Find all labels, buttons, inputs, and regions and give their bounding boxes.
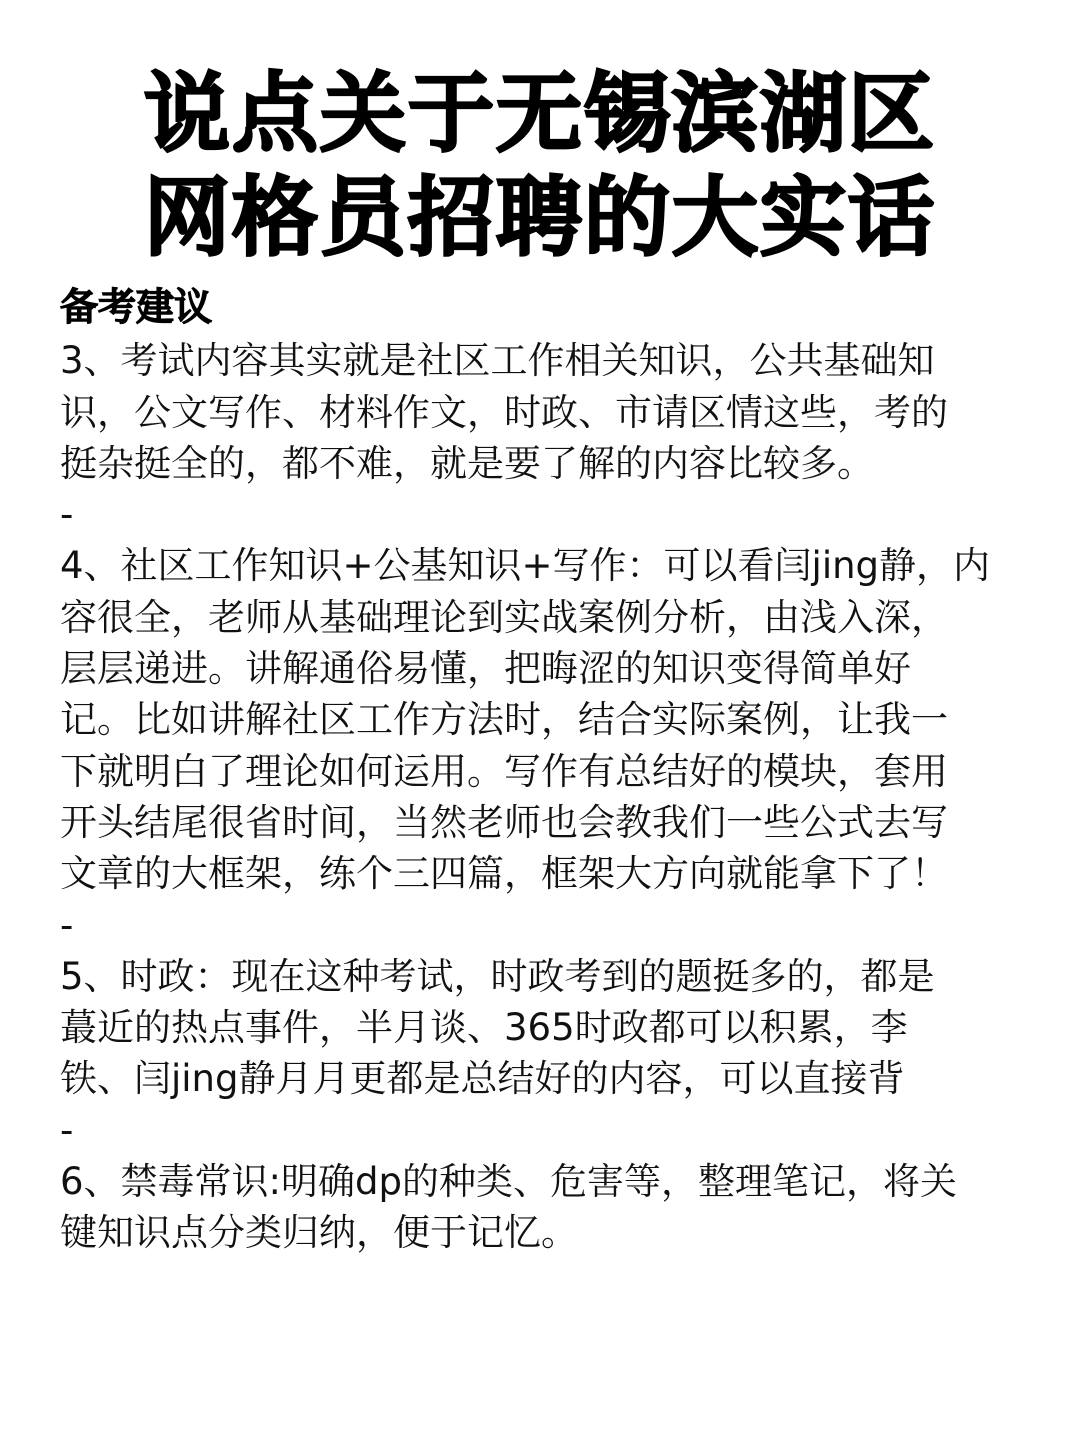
paragraph-line: 文章的大框架，练个三四篇，框架大方向就能拿下了！ [60,852,948,896]
paragraph-6 [60,1156,1025,1259]
paragraph-line: 铁、闫jing静月月更都是总结好的内容，可以直接背 [60,1057,905,1101]
separator-dash: - [60,1108,74,1152]
paragraph-5 [60,951,1025,1105]
separator-dash: - [60,903,74,947]
paragraph-line: 下就明白了理论如何运用。写作有总结好的模块，套用 [60,749,948,793]
paragraph-3 [60,335,1025,489]
paragraph-line: 识，公文写作、材料作文，时政、市请区情这些，考的 [60,390,948,434]
title-line-2: 网格员招聘的大实话 [144,168,936,268]
section-heading: 备考建议 [60,285,213,329]
paragraph-line: 5、时政：现在这种考试，时政考到的题挺多的，都是 [60,954,935,998]
paragraph-line: 记。比如讲解社区工作方法时，结合实际案例，让我一 [60,698,948,742]
paragraph-line: 容很全，老师从基础理论到实战案例分析，由浅入深， [60,595,948,639]
paragraph-line: 挺杂挺全的，都不难，就是要了解的内容比较多。 [60,441,874,485]
paragraph-4 [60,540,1025,899]
paragraph-line: 4、社区工作知识+公基知识+写作：可以看闫jing静，内 [60,544,991,588]
paragraph-line: 层层递进。讲解通俗易懂，把晦涩的知识变得简单好 [60,647,911,691]
page-title [0,62,1080,270]
article-body [60,282,1025,1259]
paragraph-line: 开头结尾很省时间，当然老师也会教我们一些公式去写 [60,800,948,844]
paragraph-line: 3、考试内容其实就是社区工作相关知识，公共基础知 [60,339,935,383]
paragraph-line: 6、禁毒常识:明确dp的种类、危害等，整理笔记，将关 [60,1160,957,1204]
separator-dash: - [60,493,74,537]
paragraph-line: 蕞近的热点事件，半月谈、365时政都可以积累，李 [60,1006,908,1050]
paragraph-line: 键知识点分类归纳，便于记忆。 [60,1211,578,1255]
title-line-1: 说点关于无锡滨湖区 [144,64,936,164]
